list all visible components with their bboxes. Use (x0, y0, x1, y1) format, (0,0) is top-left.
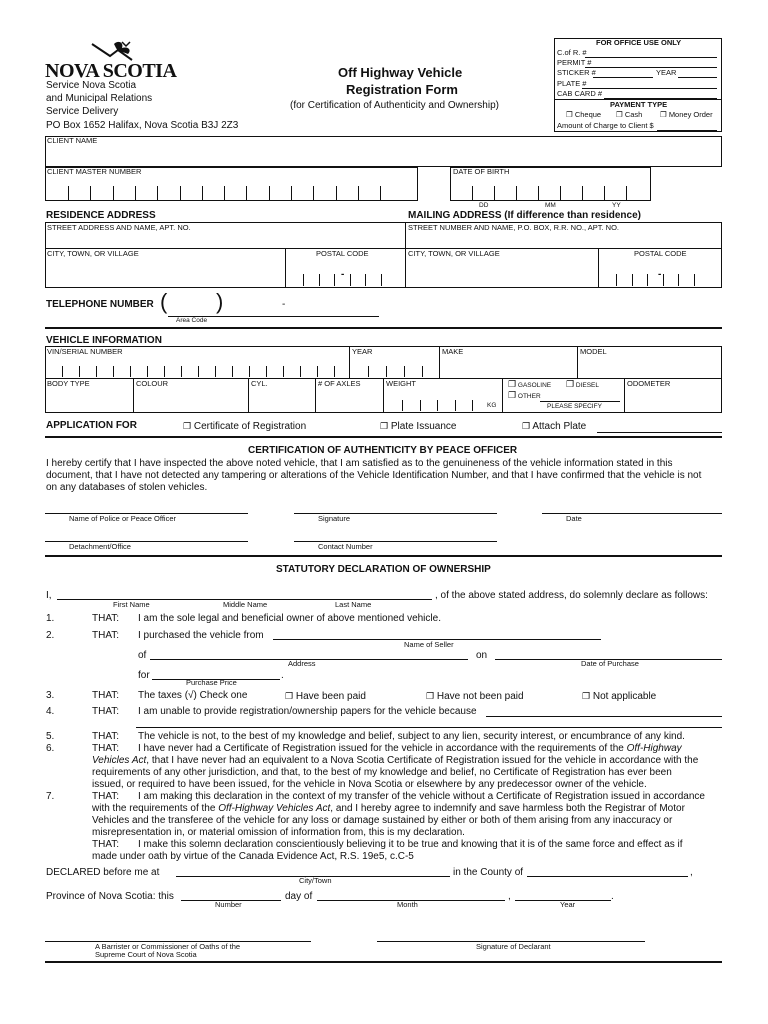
make-field[interactable] (440, 356, 576, 377)
digit-tick (198, 366, 199, 377)
form-title-1: Off Highway Vehicle (338, 65, 463, 80)
make-label: MAKE (442, 347, 464, 356)
dob-mm-label: MM (545, 202, 556, 209)
province-label: Province of Nova Scotia: this (46, 891, 174, 902)
payment-cash-checkbox[interactable]: ❐ Cash (616, 110, 643, 119)
apply-plate-issuance-checkbox[interactable]: ❐ Plate Issuance (380, 421, 457, 432)
mailing-city-label: CITY, TOWN, OR VILLAGE (408, 249, 500, 258)
digit-tick (90, 186, 91, 200)
year-label: Year (560, 900, 576, 909)
contact-number-label: Contact Number (318, 542, 373, 551)
digit-tick (68, 186, 69, 200)
item-2-for: for (138, 670, 150, 681)
officer-name-label: Name of Police or Peace Officer (69, 514, 176, 523)
decl-i: I, (46, 590, 52, 601)
kg-label: KG (487, 402, 497, 409)
item-6-number: 6. (46, 743, 55, 754)
office-plate-label: PLATE # (557, 79, 587, 88)
client-name-field[interactable] (45, 136, 722, 167)
fuel-other-checkbox[interactable]: ❐ OTHER (508, 390, 541, 400)
tax-not-applicable-checkbox[interactable]: ❐ Not applicable (582, 691, 657, 702)
digit-tick (455, 400, 456, 411)
digit-tick (632, 274, 633, 286)
digit-tick (472, 186, 473, 200)
payment-money-order-checkbox[interactable]: ❐ Money Order (660, 110, 713, 119)
digit-tick (616, 274, 617, 286)
odometer-label: ODOMETER (627, 379, 671, 388)
weight-label: WEIGHT (386, 379, 416, 388)
digit-tick (422, 366, 423, 377)
month-comma: , (508, 891, 511, 902)
middle-name-label: Middle Name (223, 600, 268, 609)
client-name-label: CLIENT NAME (47, 136, 98, 145)
item-8-line-a: I make this solemn declaration conscientiously believing it to be true and knowing that it is of the same force and effect as if (138, 839, 683, 850)
price-dot: . (281, 670, 284, 681)
certification-text-1: I hereby certify that I have inspected the above noted vehicle, that I am satisfied as to the genuineness of the vehicle information stated in this (46, 458, 673, 469)
digit-tick (300, 366, 301, 377)
area-code-open: ( (160, 289, 168, 314)
digit-tick (472, 400, 473, 411)
digit-tick (246, 186, 247, 200)
digit-tick (582, 186, 583, 200)
org-line-3: Service Delivery (46, 106, 119, 117)
month-label: Month (397, 900, 418, 909)
digit-tick (313, 186, 314, 200)
item-6-line-d: issued, or required to have been issued, for the vehicle in Nova Scotia or elsewhere by any predecessor owner of the vehicle. (92, 779, 647, 790)
tax-paid-checkbox[interactable]: ❐ Have been paid (285, 691, 366, 702)
digit-tick (626, 186, 627, 200)
barrister-label-1: A Barrister or Commissioner of Oaths of the (95, 942, 241, 951)
digit-tick (694, 274, 695, 286)
digit-tick (266, 366, 267, 377)
item-2-that: THAT: (92, 630, 120, 641)
org-line-4: PO Box 1652 Halifax, Nova Scotia B3J 2Z3 (46, 120, 239, 131)
digit-tick (437, 400, 438, 411)
item-7-line-a: I am making this declaration in the context of my transfer of the vehicle without a Certificate of Registration issued in accordance (138, 791, 705, 802)
digit-tick (334, 366, 335, 377)
cyl-label: CYL. (251, 379, 268, 388)
digit-tick (538, 186, 539, 200)
digit-tick (334, 274, 335, 286)
item-2-on: on (476, 650, 488, 661)
item-2-of: of (138, 650, 147, 661)
residence-postal-label: POSTAL CODE (316, 249, 369, 258)
fuel-diesel-checkbox[interactable]: ❐ DIESEL (566, 379, 600, 389)
first-name-label: First Name (113, 600, 150, 609)
digit-tick (269, 186, 270, 200)
reason-line-2[interactable] (136, 727, 722, 728)
item-1-that: THAT: (92, 613, 120, 624)
item-7-line-c: Vehicles and the transferee of the vehicle for any loss or damage sustained by either or both of them arising from any inaccuracy or (92, 815, 673, 826)
digit-tick (130, 366, 131, 377)
residence-city-label: CITY, TOWN, OR VILLAGE (47, 249, 139, 258)
axles-label: # OF AXLES (318, 379, 361, 388)
digit-tick (147, 366, 148, 377)
item-5-number: 5. (46, 731, 55, 742)
item-3-that: THAT: (92, 690, 120, 701)
day-of-label: day of (285, 891, 313, 902)
form-title-2: Registration Form (346, 82, 458, 97)
digit-tick (336, 186, 337, 200)
mailing-postal-label: POSTAL CODE (634, 249, 687, 258)
decl-tail: , of the above stated address, do solemnly declare as follows: (435, 590, 708, 601)
office-permit-label: PERMIT # (557, 58, 592, 67)
digit-tick (380, 186, 381, 200)
county-comma: , (690, 867, 693, 878)
digit-tick (319, 274, 320, 286)
digit-tick (181, 366, 182, 377)
item-6-line-c: requirements of any other jurisdiction, and that, to the best of my knowledge and belief, no Certificate of Registration has ever been (92, 767, 672, 778)
seller-name-label: Name of Seller (404, 640, 454, 649)
telephone-label: TELEPHONE NUMBER (46, 299, 154, 310)
digit-tick (215, 366, 216, 377)
address-label: Address (288, 659, 316, 668)
item-1-text: I am the sole legal and beneficial owner of above mentioned vehicle. (138, 613, 441, 624)
axles-field[interactable] (316, 388, 382, 412)
item-7-line-b: with the requirements of the Off-Highway Vehicles Act, and I hereby agree to indemnify and save harmless both the Registrar of Motor (92, 803, 685, 814)
vehicle-year-label: YEAR (352, 347, 373, 356)
certification-heading: CERTIFICATION OF AUTHENTICITY BY PEACE OFFICER (248, 445, 518, 456)
last-name-label: Last Name (335, 600, 372, 609)
digit-tick (358, 186, 359, 200)
number-label: Number (215, 900, 242, 909)
vehicle-heading: VEHICLE INFORMATION (46, 335, 162, 346)
certification-text-2: document, that I have not detected any tampering or alterations of the Vehicle Identification Number, and that I have confirmed that the vehicle is not (46, 470, 702, 481)
digit-tick (420, 400, 421, 411)
client-master-label: CLIENT MASTER NUMBER (47, 167, 142, 176)
area-code-label: Area Code (176, 317, 208, 324)
item-1-number: 1. (46, 613, 55, 624)
residence-heading: RESIDENCE ADDRESS (46, 210, 156, 221)
colour-label: COLOUR (136, 379, 169, 388)
digit-tick (202, 186, 203, 200)
digit-tick (368, 366, 369, 377)
office-amount-label: Amount of Charge to Client $ (557, 121, 654, 130)
barrister-label-2: Supreme Court of Nova Scotia (95, 950, 197, 959)
payment-cheque-checkbox[interactable]: ❐ Cheque (566, 110, 602, 119)
digit-tick (283, 366, 284, 377)
digit-tick (164, 366, 165, 377)
item-7-line-d: misrepresentation in, or material omission of information from, this is my declaration. (92, 827, 465, 838)
purchase-date-label: Date of Purchase (581, 659, 639, 668)
residence-street-field[interactable] (46, 232, 404, 247)
digit-tick (647, 274, 648, 286)
office-sticker-label: STICKER # (557, 68, 596, 77)
office-heading: FOR OFFICE USE ONLY (596, 38, 682, 47)
dob-label: DATE OF BIRTH (453, 167, 510, 176)
digit-tick (386, 366, 387, 377)
item-4-that: THAT: (92, 706, 120, 717)
logo-text: NOVA SCOTIA (45, 60, 177, 82)
officer-date-label: Date (566, 514, 582, 523)
officer-signature-label: Signature (318, 514, 351, 523)
org-line-2: and Municipal Relations (46, 93, 153, 104)
area-code-close: ) (216, 289, 224, 314)
digit-tick (96, 366, 97, 377)
mailing-postal-dash: - (658, 269, 662, 280)
purchase-price-label: Purchase Price (186, 678, 237, 687)
office-year-label: YEAR (656, 68, 677, 77)
item-4-number: 4. (46, 706, 55, 717)
digit-tick (113, 186, 114, 200)
detachment-label: Detachment/Office (69, 542, 131, 551)
residence-street-label: STREET ADDRESS AND NAME, APT. NO. (47, 223, 191, 232)
body-type-field[interactable] (46, 388, 132, 412)
item-6-line-a: I have never had a Certificate of Registration issued for the vehicle in accordance with the requirements of the Off-Highway (138, 743, 682, 754)
declared-label: DECLARED before me at (46, 867, 160, 878)
digit-tick (516, 186, 517, 200)
digit-tick (350, 274, 351, 286)
item-3-number: 3. (46, 690, 55, 701)
vin-label: VIN/SERIAL NUMBER (47, 347, 123, 356)
digit-tick (249, 366, 250, 377)
digit-tick (79, 366, 80, 377)
reason-line-1[interactable] (486, 716, 722, 717)
digit-tick (135, 186, 136, 200)
digit-tick (180, 186, 181, 200)
city-town-label: City/Town (299, 876, 332, 885)
certification-text-3: on any databases of stolen vehicles. (46, 482, 208, 493)
please-specify-label: PLEASE SPECIFY (547, 403, 602, 410)
model-field[interactable] (578, 356, 721, 377)
declarant-signature-label: Signature of Declarant (476, 942, 551, 951)
item-4-text: I am unable to provide registration/ownership papers for the vehicle because (138, 706, 477, 717)
digit-tick (402, 400, 403, 411)
digit-tick (303, 274, 304, 286)
office-cab-label: CAB CARD # (557, 89, 603, 98)
item-2-text: I purchased the vehicle from (138, 630, 264, 641)
dob-yy-label: YY (612, 202, 621, 209)
apply-attach-plate-checkbox[interactable]: ❐ Attach Plate (522, 421, 587, 432)
county-line[interactable] (527, 876, 688, 877)
model-label: MODEL (580, 347, 607, 356)
item-7-that: THAT: (92, 791, 120, 802)
mailing-street-field[interactable] (406, 232, 721, 247)
item-2-number: 2. (46, 630, 55, 641)
item-5-that: THAT: (92, 731, 120, 742)
item-8-that: THAT: (92, 839, 120, 850)
payment-type-heading: PAYMENT TYPE (610, 100, 668, 109)
mailing-heading: MAILING ADDRESS (If difference than residence) (408, 210, 641, 221)
item-8-line-b: made under oath by virtue of the Canada Evidence Act, R.S. 19e5, c.C-5 (92, 851, 414, 862)
item-5-text: The vehicle is not, to the best of my knowledge and belief, subject to any lien, security interest, or encumbrance of any kind. (138, 731, 685, 742)
digit-tick (663, 274, 664, 286)
digit-tick (157, 186, 158, 200)
telephone-field[interactable] (170, 298, 380, 316)
digit-tick (678, 274, 679, 286)
digit-tick (317, 366, 318, 377)
digit-tick (291, 186, 292, 200)
digit-tick (404, 366, 405, 377)
application-label: APPLICATION FOR (46, 420, 137, 431)
tax-not-paid-checkbox[interactable]: ❐ Have not been paid (426, 691, 524, 702)
dob-dd-label: DD (479, 202, 489, 209)
declaration-heading: STATUTORY DECLARATION OF OWNERSHIP (276, 564, 491, 575)
item-6-that: THAT: (92, 743, 120, 754)
form-subtitle: (for Certification of Authenticity and Ownership) (290, 100, 499, 111)
digit-tick (494, 186, 495, 200)
org-line-1: Service Nova Scotia (46, 80, 137, 91)
item-7-number: 7. (46, 791, 55, 802)
residence-city-field[interactable] (46, 258, 284, 287)
county-label: in the County of (453, 867, 524, 878)
digit-tick (232, 366, 233, 377)
digit-tick (365, 274, 366, 286)
odometer-field[interactable] (625, 388, 721, 412)
mailing-city-field[interactable] (406, 258, 597, 287)
residence-postal-dash: - (341, 269, 345, 280)
digit-tick (224, 186, 225, 200)
office-cofr-label: C.of R. # (557, 48, 587, 57)
item-3-text: The taxes (√) Check one (138, 690, 248, 701)
digit-tick (62, 366, 63, 377)
colour-field[interactable] (134, 388, 247, 412)
fuel-gasoline-checkbox[interactable]: ❐ GASOLINE (508, 379, 552, 389)
mailing-street-label: STREET NUMBER AND NAME, P.O. BOX, R.R. NO., APT. NO. (408, 223, 620, 232)
digit-tick (381, 274, 382, 286)
year-dot: . (611, 891, 614, 902)
item-6-line-b: Vehicles Act, that I have never had an equivalent to a Nova Scotia Certificate of Registration issued for the vehicle in accordance with the (92, 755, 699, 766)
digit-tick (113, 366, 114, 377)
body-type-label: BODY TYPE (47, 379, 90, 388)
telephone-dash: - (282, 299, 286, 310)
digit-tick (604, 186, 605, 200)
apply-certificate-checkbox[interactable]: ❐ Certificate of Registration (183, 421, 307, 432)
digit-tick (560, 186, 561, 200)
cyl-field[interactable] (249, 388, 314, 412)
